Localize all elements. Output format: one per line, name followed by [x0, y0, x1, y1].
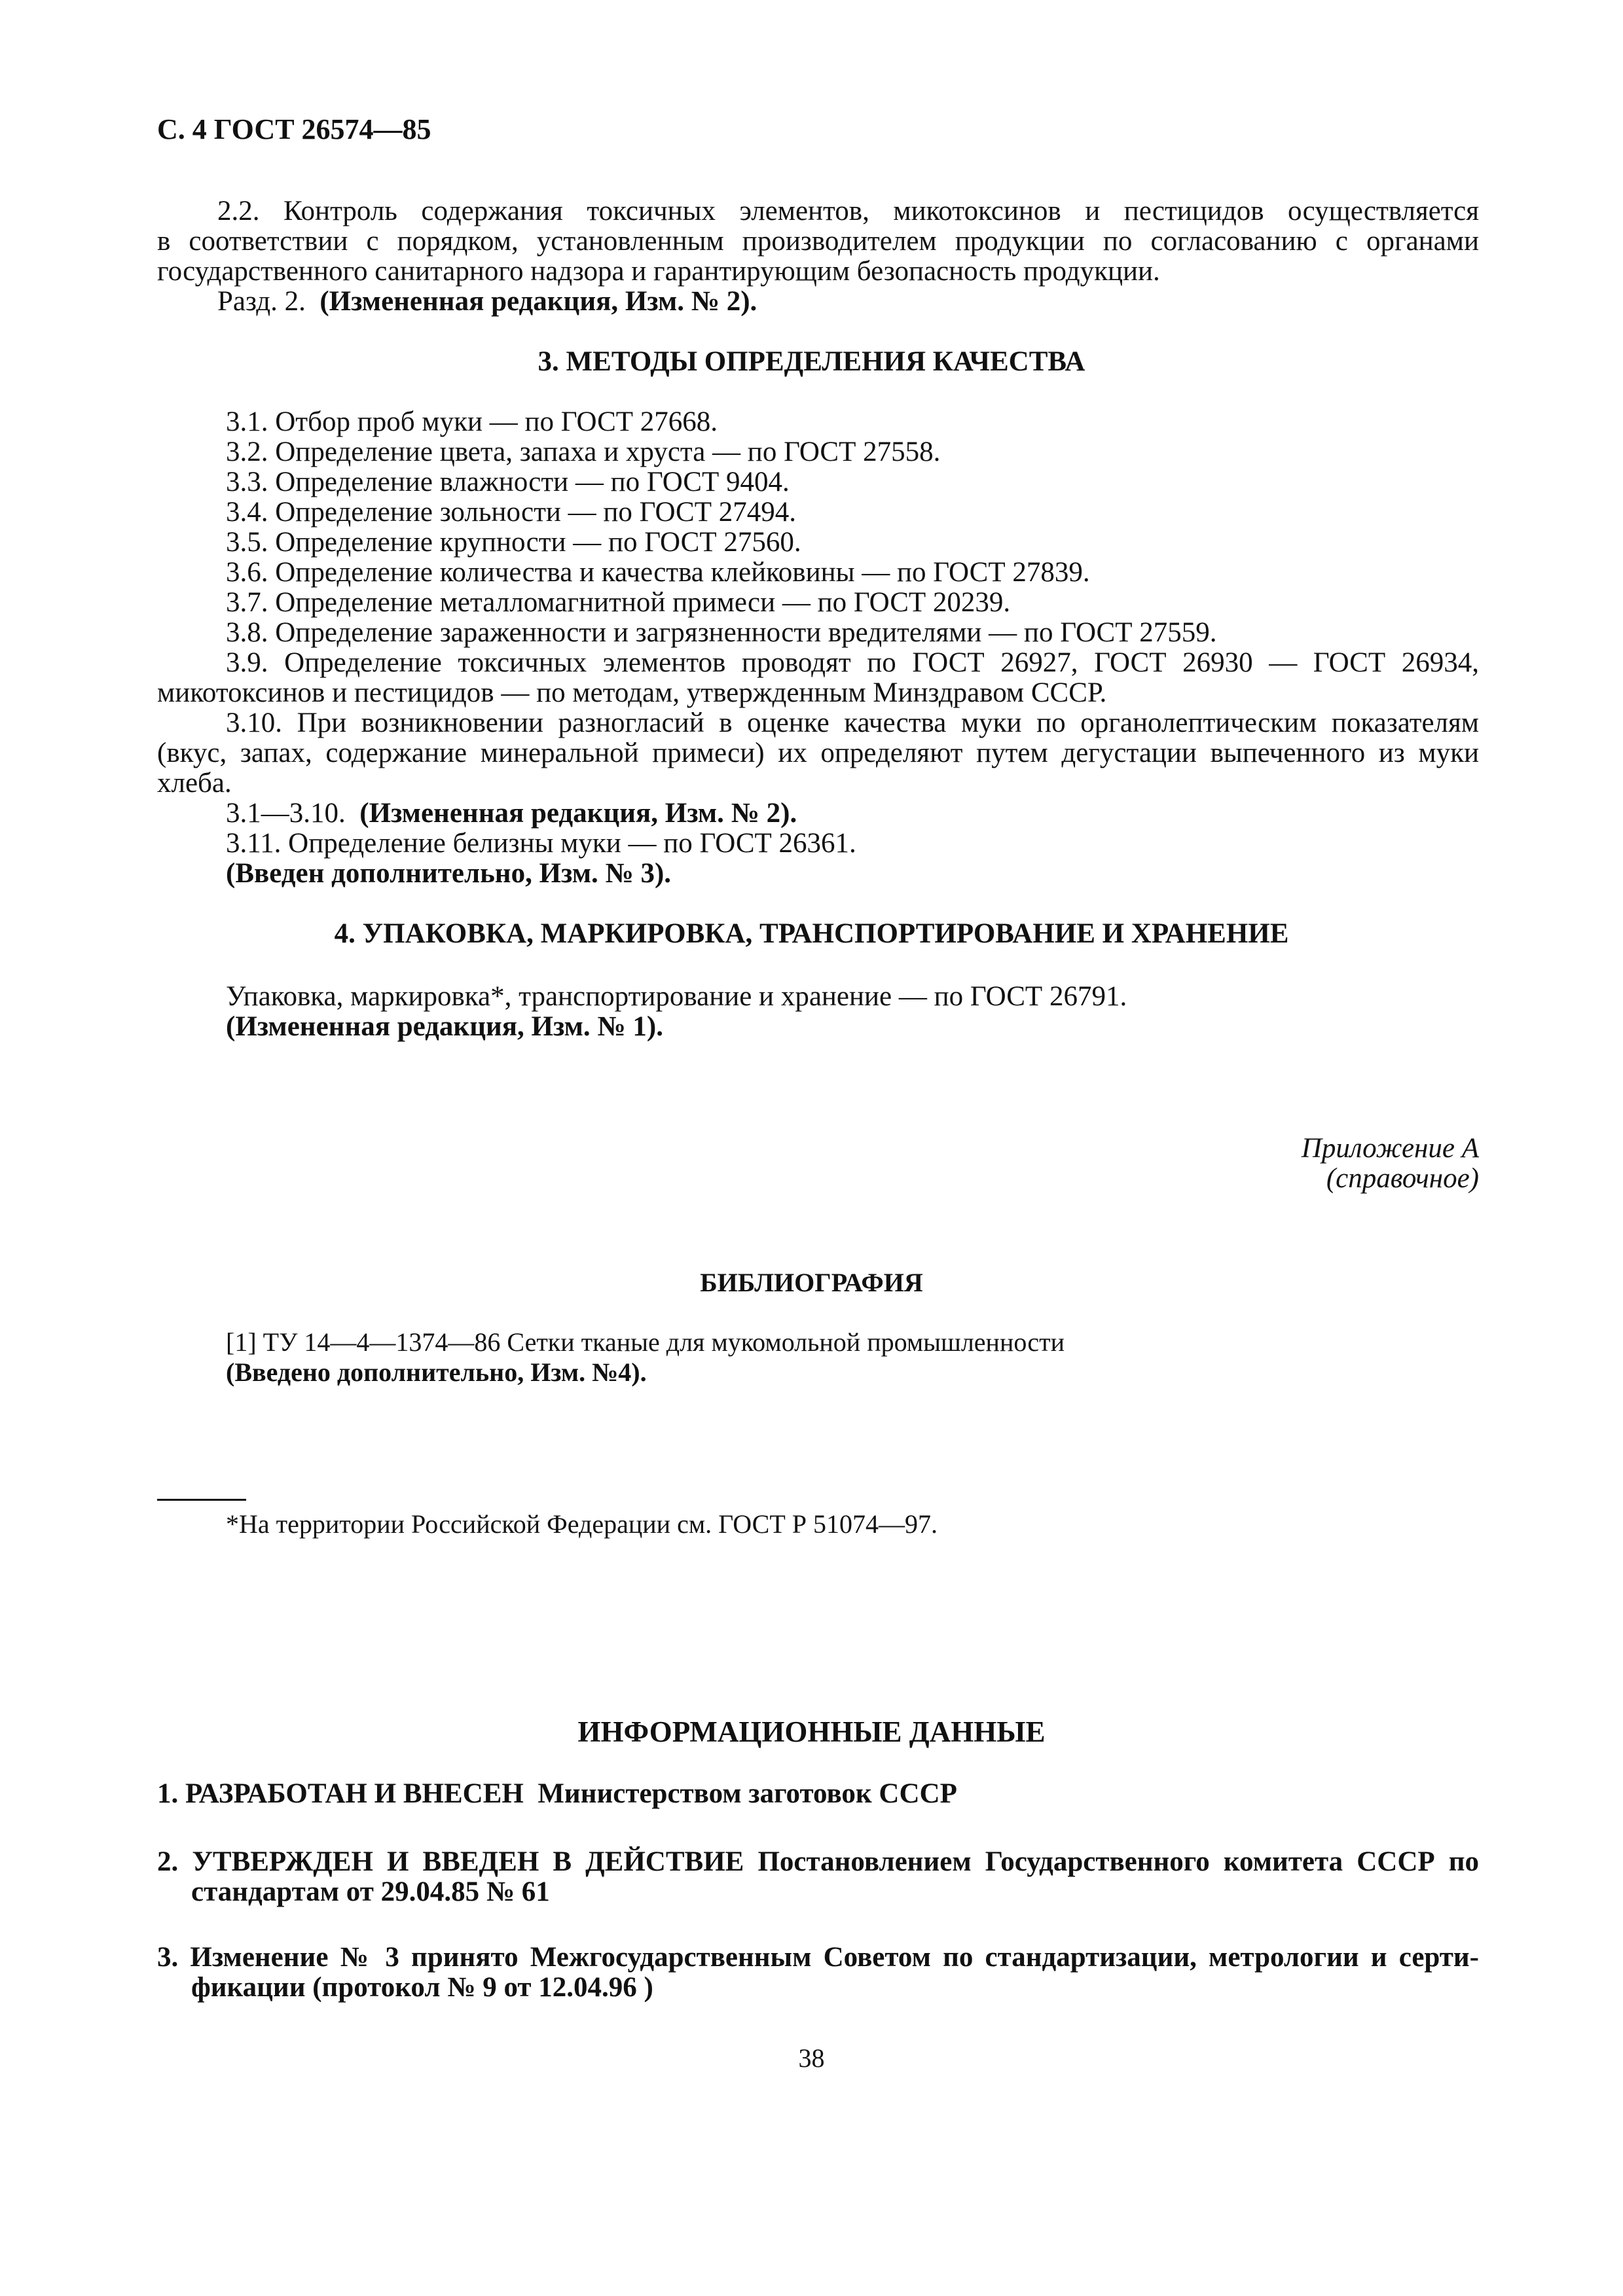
item-3-10-line-3: хлеба. — [157, 768, 232, 798]
section-3-note-bold: (Измененная редакция, Изм. № 2). — [359, 798, 797, 829]
info-item-2-line-2: стандартам от 29.04.85 № 61 — [191, 1876, 550, 1907]
item-3-5: 3.5. Определение крупности — по ГОСТ 27560. — [226, 527, 801, 558]
info-item-2-line-1 — [157, 1847, 1479, 1877]
info-item-1 — [157, 1779, 957, 1809]
section-3-title: 3. МЕТОДЫ ОПРЕДЕЛЕНИЯ КАЧЕСТВА — [538, 346, 1085, 377]
item-3-10-line-2: (вкус, запах, содержание минеральной примеси) их определяют путем дегустации выпеченного из муки — [157, 738, 1479, 768]
info-title: ИНФОРМАЦИОННЫЕ ДАННЫЕ — [577, 1715, 1046, 1748]
item-3-10-line-1: 3.10. При возникновении разногласий в оценке качества муки по органолептическим показателям — [226, 708, 1479, 738]
bibliography-note: (Введено дополнительно, Изм. №4). — [226, 1357, 647, 1387]
item-3-9-line-1: 3.9. Определение токсичных элементов проводят по ГОСТ 26927, ГОСТ 26930 — ГОСТ 26934, — [226, 647, 1479, 678]
section-4-text: Упаковка, маркировка*, транспортирование и хранение — по ГОСТ 26791. — [226, 981, 1127, 1012]
item-3-3: 3.3. Определение влажности — по ГОСТ 9404. — [226, 467, 790, 497]
item-3-8: 3.8. Определение зараженности и загрязненности вредителями — по ГОСТ 27559. — [226, 617, 1217, 648]
section-2-note-prefix: Разд. 2. — [217, 286, 306, 317]
bibliography-entry: [1] ТУ 14—4—1374—86 Сетки тканые для мукомольной промышленности — [226, 1327, 1065, 1357]
info-item-1-bold: 1. РАЗРАБОТАН И ВНЕСЕН — [157, 1778, 524, 1809]
paragraph-2-2-line-2: в соответствии с порядком, установленным производителем продукции по согласованию с органами — [157, 226, 1479, 257]
item-3-2: 3.2. Определение цвета, запаха и хруста — по ГОСТ 27558. — [226, 437, 941, 467]
page-header: С. 4 ГОСТ 26574—85 — [157, 113, 431, 145]
info-item-1-rest: Министерством заготовок СССР — [538, 1778, 957, 1809]
section-3-amendment-note — [226, 798, 797, 829]
item-3-7: 3.7. Определение металломагнитной примеси — по ГОСТ 20239. — [226, 587, 1011, 618]
info-item-3-line-2: фикации (протокол № 9 от 12.04.96 ) — [191, 1972, 653, 2003]
info-item-2-bold: 2. УТВЕРЖДЕН И ВВЕДЕН В ДЕЙСТВИЕ — [157, 1846, 744, 1877]
footnote-text: *На территории Российской Федерации см. ГОСТ Р 51074—97. — [226, 1509, 938, 1539]
item-3-4: 3.4. Определение зольности — по ГОСТ 27494. — [226, 497, 796, 528]
item-3-9-line-2: микотоксинов и пестицидов — по методам, утвержденным Минздравом СССР. — [157, 677, 1107, 708]
section-2-amendment-note — [217, 287, 757, 317]
item-3-11: 3.11. Определение белизны муки — по ГОСТ 26361. — [226, 828, 856, 859]
appendix-label: Приложение А — [1301, 1133, 1479, 1164]
page-number: 38 — [798, 2043, 825, 2073]
section-3-note-prefix: 3.1—3.10. — [226, 798, 346, 829]
item-3-11-note: (Введен дополнительно, Изм. № 3). — [226, 858, 672, 889]
info-item-3-line-1: 3. Изменение № 3 принято Межгосударственным Советом по стандартизации, метрологии и серти- — [157, 1942, 1479, 1973]
paragraph-2-2-line-3: государственного санитарного надзора и гарантирующим безопасность продукции. — [157, 256, 1160, 287]
info-item-2-rest: Постановлением Государственного комитета СССР по — [757, 1846, 1480, 1877]
item-3-6: 3.6. Определение количества и качества клейковины — по ГОСТ 27839. — [226, 557, 1090, 588]
paragraph-2-2-line-1: 2.2. Контроль содержания токсичных элементов, микотоксинов и пестицидов осуществляется — [217, 196, 1479, 226]
footnote-separator — [157, 1499, 246, 1501]
section-4-note: (Измененная редакция, Изм. № 1). — [226, 1011, 663, 1042]
section-2-note-bold: (Измененная редакция, Изм. № 2). — [319, 286, 757, 317]
item-3-1: 3.1. Отбор проб муки — по ГОСТ 27668. — [226, 406, 718, 437]
section-4-title: 4. УПАКОВКА, МАРКИРОВКА, ТРАНСПОРТИРОВАНИЕ И ХРАНЕНИЕ — [334, 918, 1289, 949]
appendix-kind: (справочное) — [1326, 1163, 1479, 1194]
bibliography-title: БИБЛИОГРАФИЯ — [700, 1268, 923, 1297]
